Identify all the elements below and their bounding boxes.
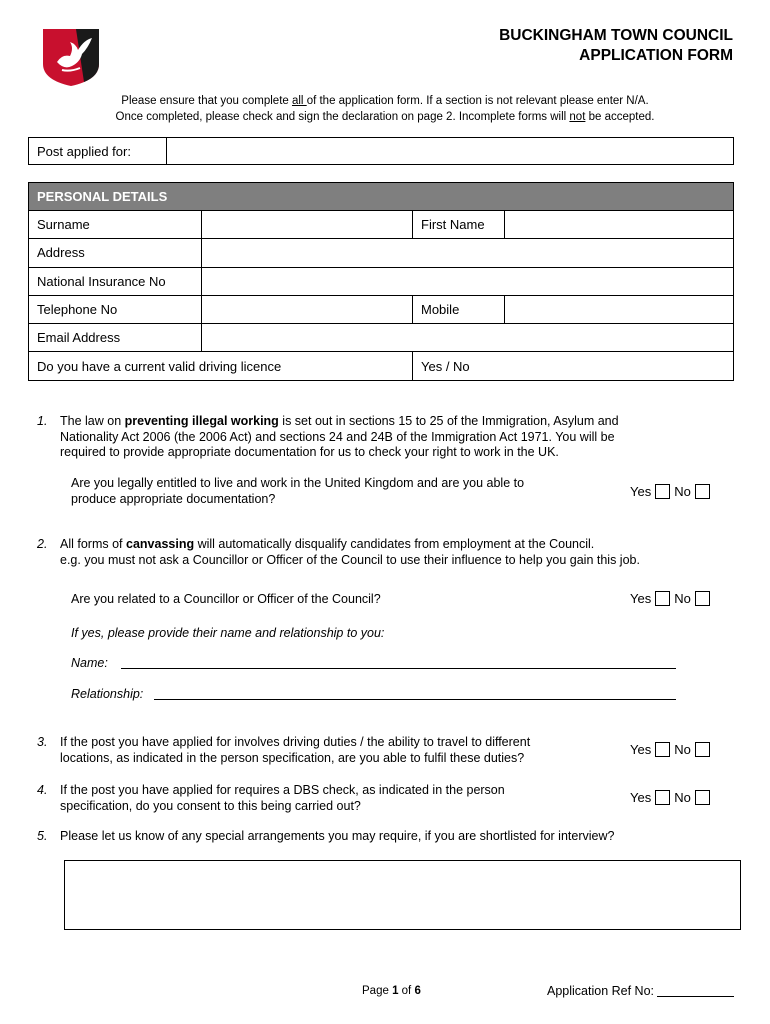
intro-text: Once completed, please check and sign the declaration on page 2. Incomplete forms will xyxy=(115,110,570,123)
driving-licence-label: Do you have a current valid driving licence xyxy=(29,352,413,380)
question-2-prompt: Are you related to a Councillor or Officer of the Council? xyxy=(71,592,381,606)
question-emphasis: canvassing xyxy=(126,537,195,551)
question-number: 1. xyxy=(37,414,48,428)
name-line[interactable] xyxy=(121,668,676,669)
no-checkbox[interactable] xyxy=(695,591,710,606)
yes-checkbox[interactable] xyxy=(655,790,670,805)
yes-label: Yes xyxy=(630,790,652,805)
question-5 xyxy=(37,829,737,845)
personal-details-heading: PERSONAL DETAILS xyxy=(29,183,734,211)
question-text: is set out in sections 15 to 25 of the Immigration, Asylum and xyxy=(278,414,619,428)
no-label: No xyxy=(674,790,691,805)
application-ref-label: Application Ref No: xyxy=(547,984,655,998)
email-field[interactable] xyxy=(202,324,734,352)
intro-emphasis: all xyxy=(291,95,307,107)
council-name: BUCKINGHAM TOWN COUNCIL xyxy=(499,27,733,44)
relationship-line[interactable] xyxy=(154,699,676,700)
question-text: Please let us know of any special arrangements you may require, if you are shortlisted for interview? xyxy=(60,829,615,843)
question-2-yes-no xyxy=(630,591,714,606)
yes-checkbox[interactable] xyxy=(655,591,670,606)
intro-text: of the application form. If a section is not relevant please enter N/A. xyxy=(306,95,649,107)
question-3 xyxy=(37,735,617,767)
surname-label: Surname xyxy=(29,211,202,239)
no-label: No xyxy=(674,484,691,499)
yes-checkbox[interactable] xyxy=(655,742,670,757)
question-4 xyxy=(37,783,617,815)
intro-text: Please ensure that you complete xyxy=(121,95,292,107)
prompt-text: produce appropriate documentation? xyxy=(71,491,276,506)
question-1 xyxy=(37,414,737,462)
post-applied-row xyxy=(28,137,734,165)
council-title xyxy=(499,26,733,66)
council-crest-logo xyxy=(40,26,102,88)
no-checkbox[interactable] xyxy=(695,790,710,805)
question-text: The law on xyxy=(60,414,125,428)
special-arrangements-textbox[interactable] xyxy=(64,860,741,930)
application-ref-line[interactable] xyxy=(657,996,734,997)
name-label: Name: xyxy=(71,656,108,670)
driving-licence-yes-no[interactable]: Yes / No xyxy=(413,352,734,380)
if-yes-instruction: If yes, please provide their name and relationship to you: xyxy=(71,626,385,640)
telephone-field[interactable] xyxy=(202,295,413,323)
question-1-yes-no xyxy=(630,484,714,499)
question-number: 4. xyxy=(37,783,48,797)
question-number: 3. xyxy=(37,735,48,749)
prompt-text: Are you legally entitled to live and work in the United Kingdom and are you able to xyxy=(71,476,525,490)
no-label: No xyxy=(674,591,691,606)
question-text: locations, as indicated in the person specification, are you able to fulfil these duties? xyxy=(60,750,525,765)
address-field[interactable] xyxy=(202,239,734,267)
question-1-prompt xyxy=(71,476,524,507)
post-applied-field[interactable] xyxy=(167,138,733,164)
intro-text: be accepted. xyxy=(585,110,655,123)
email-label: Email Address xyxy=(29,324,202,352)
post-applied-label: Post applied for: xyxy=(29,138,167,164)
ni-field[interactable] xyxy=(202,267,734,295)
ni-label: National Insurance No xyxy=(29,267,202,295)
first-name-field[interactable] xyxy=(505,211,734,239)
telephone-label: Telephone No xyxy=(29,295,202,323)
application-ref xyxy=(547,984,654,998)
question-3-yes-no xyxy=(630,742,714,757)
page-prefix: Page xyxy=(362,985,393,997)
mobile-label: Mobile xyxy=(413,295,505,323)
question-text: specification, do you consent to this being carried out? xyxy=(60,798,361,813)
no-checkbox[interactable] xyxy=(695,742,710,757)
personal-details-table xyxy=(28,182,734,381)
surname-field[interactable] xyxy=(202,211,413,239)
page-number xyxy=(362,985,421,997)
no-checkbox[interactable] xyxy=(695,484,710,499)
address-label: Address xyxy=(29,239,202,267)
form-title: APPLICATION FORM xyxy=(579,47,733,64)
relationship-label: Relationship: xyxy=(71,687,144,701)
question-text: will automatically disqualify candidates from employment at the Council. xyxy=(194,537,595,551)
yes-label: Yes xyxy=(630,484,652,499)
intro-instructions xyxy=(0,94,770,125)
question-text: If the post you have applied for requires a DBS check, as indicated in the person xyxy=(60,783,505,797)
intro-emphasis: not xyxy=(569,110,586,123)
question-text: required to provide appropriate documentation for us to check your right to work in the UK. xyxy=(60,445,559,459)
question-text: If the post you have applied for involves driving duties / the ability to travel to different xyxy=(60,735,531,749)
page-of: of xyxy=(398,985,415,997)
yes-label: Yes xyxy=(630,742,652,757)
question-text: e.g. you must not ask a Councillor or Officer of the Council to use their influence to help you gain this job. xyxy=(60,552,640,567)
question-number: 5. xyxy=(37,829,48,843)
mobile-field[interactable] xyxy=(505,295,734,323)
yes-label: Yes xyxy=(630,591,652,606)
question-4-yes-no xyxy=(630,790,714,805)
page-total: 6 xyxy=(414,985,421,997)
question-text: All forms of xyxy=(60,537,126,551)
yes-checkbox[interactable] xyxy=(655,484,670,499)
question-2 xyxy=(37,537,737,569)
question-text: Nationality Act 2006 (the 2006 Act) and sections 24 and 24B of the Immigration Act 1971. You will be xyxy=(60,429,615,444)
question-number: 2. xyxy=(37,537,48,551)
page-current: 1 xyxy=(392,985,399,997)
first-name-label: First Name xyxy=(413,211,505,239)
no-label: No xyxy=(674,742,691,757)
question-emphasis: preventing illegal working xyxy=(124,414,279,428)
